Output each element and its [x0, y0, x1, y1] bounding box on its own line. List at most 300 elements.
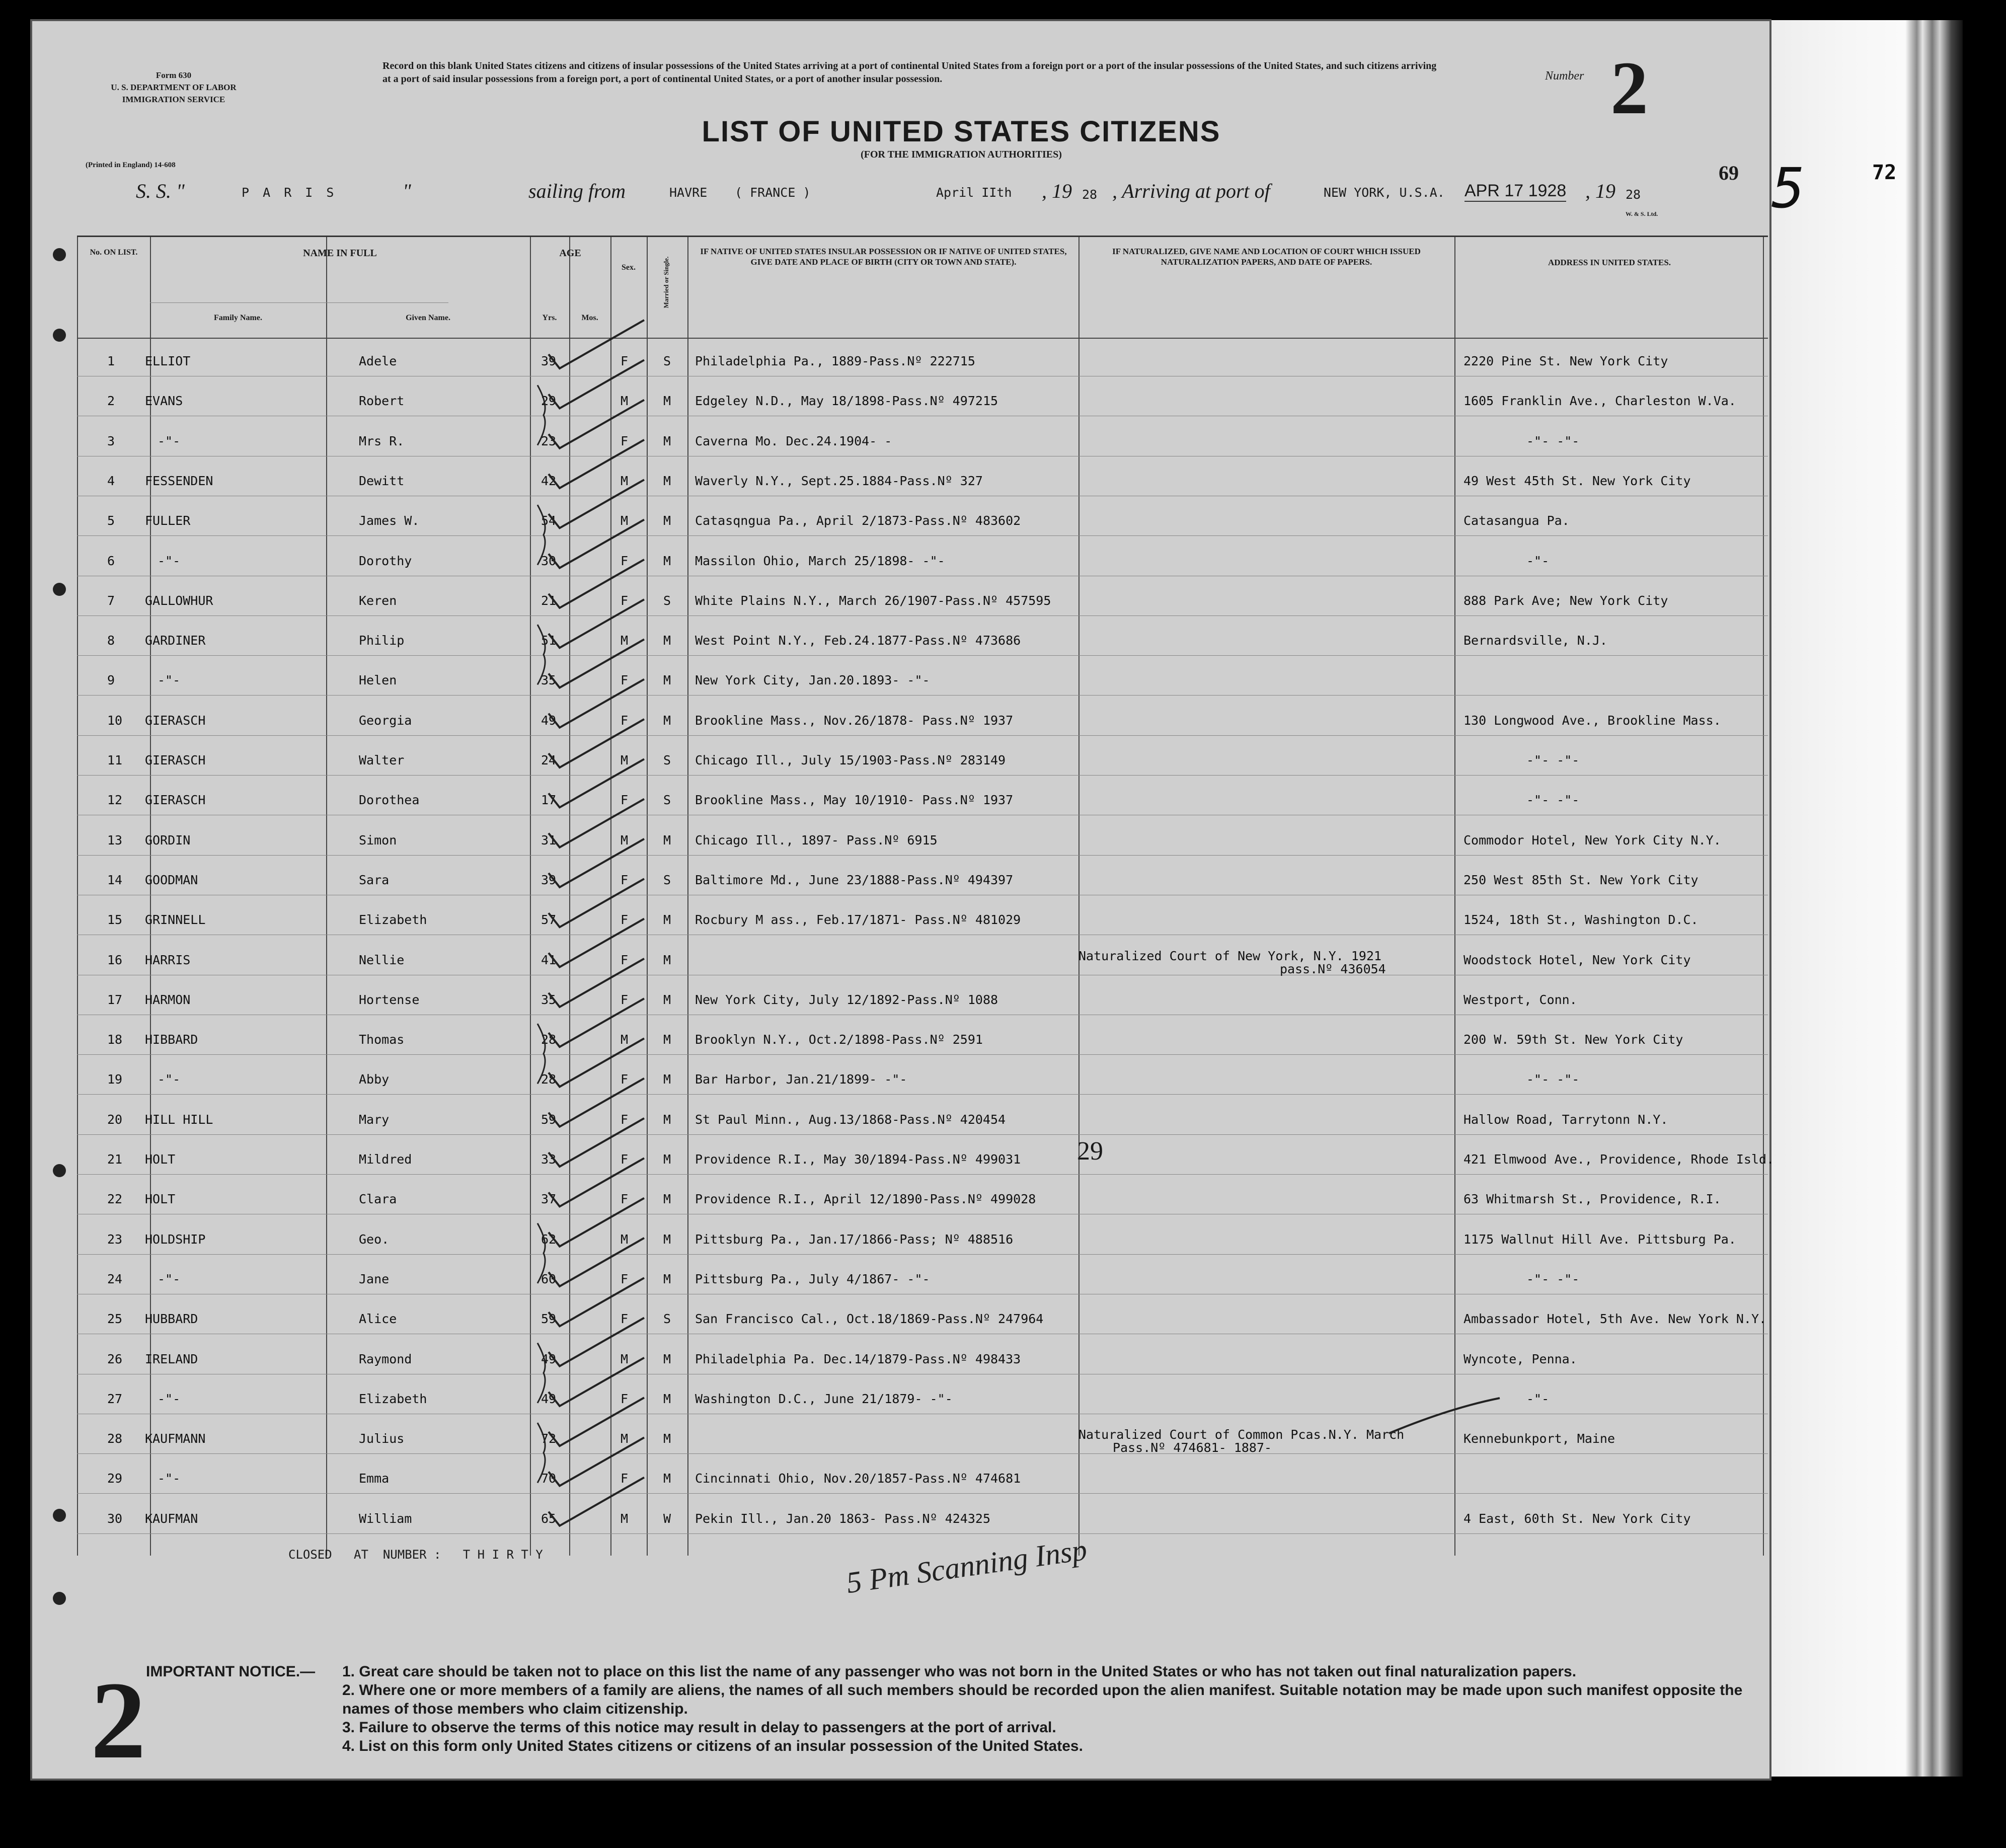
given-name: William [359, 1511, 412, 1526]
given-name: Mary [359, 1112, 390, 1127]
address: Kennebunkport, Maine [1463, 1431, 1615, 1446]
service-name: IMMIGRATION SERVICE [122, 95, 225, 104]
family-name: FULLER [145, 513, 191, 528]
address: 250 West 85th St. New York City [1463, 872, 1699, 887]
sex: M [621, 753, 629, 767]
family-name: HOLDSHIP [145, 1231, 206, 1247]
sailing-from-label: sailing from [528, 180, 626, 202]
sex: M [621, 832, 629, 848]
age-years: 49 [541, 1351, 557, 1366]
address: Ambassador Hotel, 5th Ave. New York N.Y. [1463, 1312, 1767, 1327]
address: 888 Park Ave; New York City [1463, 593, 1668, 608]
marital-status: M [663, 1032, 671, 1047]
ship-prefix: S. S. " [136, 180, 185, 202]
marital-status: M [663, 1112, 671, 1127]
arrival-year: 28 [1626, 187, 1641, 202]
sex: F [621, 713, 629, 728]
row-number: 8 [107, 633, 115, 648]
marital-status: M [663, 513, 671, 528]
row-number: 27 [107, 1391, 123, 1406]
family-name: GALLOWHUR [145, 593, 213, 608]
margin-note: 29 [1077, 1137, 1103, 1166]
row-number: 17 [107, 992, 123, 1007]
header-list-number: No. ON LIST. [90, 248, 138, 257]
sex: M [621, 1511, 629, 1526]
header-age: AGE [559, 248, 581, 259]
sex: M [621, 1351, 629, 1366]
check-mark [549, 320, 644, 368]
family-bracket [537, 1423, 545, 1483]
age-years: 29 [541, 394, 557, 409]
family-name: HARMON [145, 992, 191, 1007]
marital-status: M [663, 394, 671, 409]
given-name: Thomas [359, 1032, 405, 1047]
row-number: 1 [107, 354, 115, 368]
given-name: Clara [359, 1192, 397, 1207]
marital-status: S [663, 1312, 671, 1327]
family-name: GRINNELL [145, 912, 206, 928]
sex: F [621, 354, 629, 368]
ship-name: P A R I S [242, 185, 337, 200]
birth-info: Pittsburg Pa., July 4/1867- -"- [695, 1271, 930, 1286]
age-years: 28 [541, 1072, 557, 1087]
header-address: ADDRESS IN UNITED STATES. [1548, 258, 1671, 267]
age-years: 59 [541, 1112, 557, 1127]
age-years: 30 [541, 553, 557, 568]
given-name: Nellie [359, 952, 405, 967]
given-name: Georgia [359, 713, 412, 728]
row-number: 26 [107, 1351, 123, 1366]
sailing-country: ( FRANCE ) [735, 185, 811, 200]
marital-status: M [663, 832, 671, 848]
row-number: 28 [107, 1431, 123, 1446]
punch-hole [53, 1509, 66, 1522]
family-name: -"- [158, 1271, 181, 1286]
family-name: HOLT [145, 1152, 176, 1167]
given-name: Walter [359, 753, 405, 767]
address: 63 Whitmarsh St., Providence, R.I. [1463, 1192, 1721, 1207]
family-name: FESSENDEN [145, 473, 213, 488]
row-number: 30 [107, 1511, 123, 1526]
address: 1524, 18th St., Washington D.C. [1463, 912, 1699, 928]
birth-info: Pittsburg Pa., Jan.17/1866-Pass; Nº 488516 [695, 1231, 1014, 1247]
department-name: U. S. DEPARTMENT OF LABOR [111, 83, 237, 92]
family-name: HUBBARD [145, 1312, 198, 1327]
row-number: 5 [107, 513, 115, 528]
naturalization-info: Naturalized Court of New York, N.Y. 1921 [1078, 948, 1382, 963]
given-name: Elizabeth [359, 912, 427, 928]
row-number: 20 [107, 1112, 123, 1127]
year-prefix: , 19 [1042, 180, 1072, 202]
important-notice [146, 1662, 1756, 1755]
birth-info: Washington D.C., June 21/1879- -"- [695, 1391, 953, 1406]
header-months: Mos. [581, 314, 598, 322]
age-years: 41 [541, 952, 557, 967]
sex: M [621, 513, 629, 528]
given-name: Dorothy [359, 553, 412, 568]
sex: F [621, 872, 629, 887]
given-name: Helen [359, 673, 397, 688]
row-number: 21 [107, 1152, 123, 1167]
marital-status: S [663, 872, 671, 887]
address: Hallow Road, Tarrytonn N.Y. [1463, 1112, 1668, 1127]
check-marks [30, 19, 1771, 1781]
address: -"- -"- [1526, 433, 1580, 448]
age-years: 49 [541, 713, 557, 728]
sex: F [621, 952, 629, 967]
given-name: Abby [359, 1072, 390, 1087]
marital-status: M [663, 713, 671, 728]
sex: F [621, 1152, 629, 1167]
given-name: Jane [359, 1271, 390, 1286]
age-years: 35 [541, 673, 557, 688]
given-name: Adele [359, 354, 397, 368]
header-sex: Sex. [622, 263, 636, 272]
manifest-page [30, 19, 1774, 1782]
family-bracket [537, 1223, 545, 1283]
marital-status: M [663, 673, 671, 688]
closed-at-number: CLOSED AT NUMBER : T H I R T Y [288, 1548, 543, 1562]
row-number: 12 [107, 793, 123, 808]
address: -"- [1526, 553, 1550, 568]
birth-info: Brookline Mass., Nov.26/1878- Pass.Nº 1937 [695, 713, 1014, 728]
row-number: 19 [107, 1072, 123, 1087]
naturalization-info: Naturalized Court of Common Pcas.N.Y. March [1078, 1427, 1405, 1442]
address: -"- [1526, 1391, 1550, 1406]
age-years: 31 [541, 832, 557, 848]
header-married-single: Married or Single. [662, 256, 670, 309]
age-years: 49 [541, 1391, 557, 1406]
age-years: 60 [541, 1271, 557, 1286]
family-name: HOLT [145, 1192, 176, 1207]
instructions-text: Record on this blank United States citizens and citizens of insular possessions of the United States arriving at a port of continental United States from a foreign port or a port of the insular possessions of the United States, and such citizens arriving at a port of said insular possessions from a foreign port, a port of continental United States, or a port of another insular possession. [382, 60, 1437, 85]
row-number: 22 [107, 1192, 123, 1207]
address: -"- -"- [1526, 753, 1580, 767]
notice-item-1: 1. Great care should be taken not to place on this list the name of any passenger who was not born in the United States or who has not taken out final naturalization papers. [342, 1663, 1577, 1680]
marital-status: M [663, 1152, 671, 1167]
birth-info: Chicago Ill., July 15/1903-Pass.Nº 283149 [695, 753, 1006, 767]
marital-status: M [663, 1271, 671, 1286]
marital-status: S [663, 593, 671, 608]
family-name: GIERASCH [145, 753, 206, 767]
sex: M [621, 1231, 629, 1247]
given-name: Robert [359, 394, 405, 409]
handwritten-mark: 5 [1771, 156, 1805, 220]
given-name: Dorothea [359, 793, 420, 808]
sailing-port: HAVRE [669, 185, 708, 200]
row-number: 11 [107, 753, 123, 767]
header-birth: IF NATIVE OF UNITED STATES INSULAR POSSESSION OR IF NATIVE OF UNITED STATES, GIVE DATE AND PLACE OF BIRTH (CITY OR TOWN AND STATE). [700, 247, 1067, 267]
notice-label: IMPORTANT NOTICE.— [146, 1663, 316, 1680]
marital-status: W [663, 1511, 671, 1526]
family-name: HARRIS [145, 952, 191, 967]
family-name: GIERASCH [145, 713, 206, 728]
family-name: ELLIOT [145, 354, 191, 368]
sex: F [621, 433, 629, 448]
family-bracket [537, 505, 545, 565]
punch-hole [53, 1592, 66, 1605]
list-number-large: 2 [91, 1659, 146, 1782]
family-name: GORDIN [145, 832, 191, 848]
given-name: Hortense [359, 992, 420, 1007]
family-name: -"- [158, 1072, 181, 1087]
sex: F [621, 1471, 629, 1486]
age-years: 72 [541, 1431, 557, 1446]
marital-status: M [663, 433, 671, 448]
birth-info: Philadelphia Pa. Dec.14/1879-Pass.Nº 498433 [695, 1351, 1021, 1366]
sex: F [621, 992, 629, 1007]
page-subtitle: (FOR THE IMMIGRATION AUTHORITIES) [861, 149, 1062, 160]
birth-info: Catasqngua Pa., April 2/1873-Pass.Nº 483602 [695, 513, 1021, 528]
given-name: James W. [359, 513, 420, 528]
given-name: Sara [359, 872, 390, 887]
family-name: HILL HILL [145, 1112, 213, 1127]
row-number: 6 [107, 553, 115, 568]
given-name: Geo. [359, 1231, 390, 1247]
birth-info: San Francisco Cal., Oct.18/1869-Pass.Nº 247964 [695, 1312, 1044, 1327]
marital-status: M [663, 553, 671, 568]
address: 49 West 45th St. New York City [1463, 473, 1691, 488]
birth-info: Cincinnati Ohio, Nov.20/1857-Pass.Nº 474681 [695, 1471, 1021, 1486]
naturalization-pass: Pass.Nº 474681- 1887- [1113, 1440, 1272, 1455]
family-name: GOODMAN [145, 872, 198, 887]
family-name: HIBBARD [145, 1032, 198, 1047]
marital-status: M [663, 1072, 671, 1087]
notice-item-4: 4. List on this form only United States citizens or citizens of an insular possession of the United States. [342, 1738, 1083, 1754]
sex: F [621, 1271, 629, 1286]
list-number: 2 [1610, 46, 1648, 130]
family-bracket [537, 1343, 545, 1403]
row-number: 14 [107, 872, 123, 887]
given-name: Mildred [359, 1152, 412, 1167]
sex: M [621, 473, 629, 488]
number-label: Number [1545, 69, 1584, 83]
age-years: 42 [541, 473, 557, 488]
age-years: 28 [541, 1032, 557, 1047]
age-years: 35 [541, 992, 557, 1007]
family-name: -"- [158, 1391, 181, 1406]
ship-suffix: " [403, 180, 411, 202]
header-years: Yrs. [542, 314, 557, 322]
punch-hole [53, 583, 66, 596]
row-number: 2 [107, 394, 115, 409]
row-number: 13 [107, 832, 123, 848]
sex: F [621, 593, 629, 608]
marital-status: M [663, 633, 671, 648]
birth-info: Rocbury M ass., Feb.17/1871- Pass.Nº 481029 [695, 912, 1021, 928]
page-number: 69 [1719, 162, 1739, 184]
edge-number: 72 [1872, 161, 1897, 184]
birth-info: Caverna Mo. Dec.24.1904- - [695, 433, 892, 448]
marital-status: M [663, 912, 671, 928]
header-family-name: Family Name. [214, 314, 262, 322]
birth-info: Bar Harbor, Jan.21/1899- -"- [695, 1072, 907, 1087]
marital-status: M [663, 1192, 671, 1207]
arrival-port: NEW YORK, U.S.A. [1324, 185, 1445, 200]
age-years: 59 [541, 1312, 557, 1327]
row-number: 16 [107, 952, 123, 967]
sex: F [621, 912, 629, 928]
birth-info: West Point N.Y., Feb.24.1877-Pass.Nº 473686 [695, 633, 1021, 648]
address: 1605 Franklin Ave., Charleston W.Va. [1463, 394, 1736, 409]
birth-info: Chicago Ill., 1897- Pass.Nº 6915 [695, 832, 938, 848]
punch-hole [53, 1164, 66, 1177]
family-name: -"- [158, 553, 181, 568]
age-years: 62 [541, 1231, 557, 1247]
address: -"- -"- [1526, 1271, 1580, 1286]
birth-info: Massilon Ohio, March 25/1898- -"- [695, 553, 945, 568]
given-name: Alice [359, 1312, 397, 1327]
address: 130 Longwood Ave., Brookline Mass. [1463, 713, 1721, 728]
header-given-name: Given Name. [406, 314, 450, 322]
birth-info: Providence R.I., April 12/1890-Pass.Nº 499028 [695, 1192, 1036, 1207]
header-name-in-full: NAME IN FULL [303, 248, 377, 259]
arriving-label: , Arriving at port of [1112, 180, 1270, 202]
sex: F [621, 673, 629, 688]
age-years: 70 [541, 1471, 557, 1486]
sex: M [621, 394, 629, 409]
notice-item-2: 2. Where one or more members of a family are aliens, the names of all such members should be recorded upon the alien manifest. Suitable notation may be made upon such manifest opposite the names of those members who claim citizenship. [342, 1682, 1743, 1717]
given-name: Dewitt [359, 473, 405, 488]
family-bracket [537, 385, 545, 445]
address: 4 East, 60th St. New York City [1463, 1511, 1691, 1526]
row-number: 4 [107, 473, 115, 488]
address: Commodor Hotel, New York City N.Y. [1463, 832, 1721, 848]
punch-hole [53, 248, 66, 261]
marital-status: M [663, 1431, 671, 1446]
family-name: KAUFMAN [145, 1511, 198, 1526]
marital-status: S [663, 793, 671, 808]
given-name: Julius [359, 1431, 405, 1446]
sex: F [621, 1391, 629, 1406]
given-name: Raymond [359, 1351, 412, 1366]
marital-status: M [663, 1471, 671, 1486]
row-number: 9 [107, 673, 115, 688]
row-number: 7 [107, 593, 115, 608]
address: -"- -"- [1526, 1072, 1580, 1087]
birth-info: St Paul Minn., Aug.13/1868-Pass.Nº 420454 [695, 1112, 1006, 1127]
age-years: 54 [541, 513, 557, 528]
book-page-edges [1771, 20, 1963, 1777]
birth-info: New York City, Jan.20.1893- -"- [695, 673, 930, 688]
page-title: LIST OF UNITED STATES CITIZENS [702, 115, 1221, 148]
family-name: -"- [158, 673, 181, 688]
marital-status: M [663, 952, 671, 967]
row-number: 10 [107, 713, 123, 728]
punch-hole [53, 329, 66, 342]
sailing-date: April IIth [936, 185, 1012, 200]
family-name: -"- [158, 433, 181, 448]
age-years: 17 [541, 793, 557, 808]
age-years: 65 [541, 1511, 557, 1526]
row-number: 18 [107, 1032, 123, 1047]
address: Westport, Conn. [1463, 992, 1577, 1007]
age-years: 24 [541, 753, 557, 767]
age-years: 33 [541, 1152, 557, 1167]
printed-in-note: (Printed in England) 14-608 [86, 161, 176, 169]
sex: F [621, 1312, 629, 1327]
naturalization-pass: pass.Nº 436054 [1280, 961, 1386, 976]
address: 2220 Pine St. New York City [1463, 354, 1668, 368]
given-name: Emma [359, 1471, 390, 1486]
address: Woodstock Hotel, New York City [1463, 952, 1691, 967]
age-years: 23 [541, 433, 557, 448]
birth-info: Providence R.I., May 30/1894-Pass.Nº 499031 [695, 1152, 1021, 1167]
age-years: 39 [541, 872, 557, 887]
birth-info: White Plains N.Y., March 26/1907-Pass.Nº 457595 [695, 593, 1051, 608]
family-name: KAUFMANN [145, 1431, 206, 1446]
given-name: Simon [359, 832, 397, 848]
birth-info: Edgeley N.D., May 18/1898-Pass.Nº 497215 [695, 394, 998, 409]
sex: M [621, 633, 629, 648]
address: -"- -"- [1526, 793, 1580, 808]
sex: F [621, 553, 629, 568]
sailing-year: 28 [1082, 187, 1098, 202]
marital-status: M [663, 1351, 671, 1366]
birth-info: Waverly N.Y., Sept.25.1884-Pass.Nº 327 [695, 473, 983, 488]
age-years: 51 [541, 633, 557, 648]
marital-status: M [663, 1231, 671, 1247]
sex: F [621, 1072, 629, 1087]
family-name: GARDINER [145, 633, 206, 648]
age-years: 39 [541, 354, 557, 368]
family-name: IRELAND [145, 1351, 198, 1366]
birth-info: Pekin Ill., Jan.20 1863- Pass.Nº 424325 [695, 1511, 990, 1526]
family-name: EVANS [145, 394, 183, 409]
given-name: Mrs R. [359, 433, 405, 448]
sex: M [621, 1431, 629, 1446]
family-bracket [537, 625, 545, 684]
marital-status: M [663, 992, 671, 1007]
age-years: 37 [541, 1192, 557, 1207]
age-years: 57 [541, 912, 557, 928]
notice-item-3: 3. Failure to observe the terms of this notice may result in delay to passengers at the port of arrival. [342, 1719, 1056, 1736]
sex: F [621, 1112, 629, 1127]
marital-status: M [663, 1391, 671, 1406]
address: Bernardsville, N.J. [1463, 633, 1607, 648]
row-number: 23 [107, 1231, 123, 1247]
row-number: 25 [107, 1312, 123, 1327]
marital-status: M [663, 473, 671, 488]
sex: M [621, 1032, 629, 1047]
given-name: Elizabeth [359, 1391, 427, 1406]
given-name: Keren [359, 593, 397, 608]
address: 200 W. 59th St. New York City [1463, 1032, 1683, 1047]
arrival-year-prefix: , 19 [1585, 180, 1615, 202]
marital-status: S [663, 753, 671, 767]
marital-status: S [663, 354, 671, 368]
birth-info: Baltimore Md., June 23/1888-Pass.Nº 494397 [695, 872, 1014, 887]
printer-mark: W. & S. Ltd. [1626, 210, 1658, 217]
birth-info: Philadelphia Pa., 1889-Pass.Nº 222715 [695, 354, 975, 368]
family-name: GIERASCH [145, 793, 206, 808]
address: 421 Elmwood Ave., Providence, Rhode Isld. [1463, 1152, 1774, 1167]
arrival-date-stamp: APR 17 1928 [1464, 181, 1566, 202]
address: Catasangua Pa. [1463, 513, 1570, 528]
address: 1175 Wallnut Hill Ave. Pittsburg Pa. [1463, 1231, 1736, 1247]
given-name: Philip [359, 633, 405, 648]
row-number: 15 [107, 912, 123, 928]
family-name: -"- [158, 1471, 181, 1486]
header-naturalization: IF NATURALIZED, GIVE NAME AND LOCATION OF COURT WHICH ISSUED NATURALIZATION PAPERS, AND DATE OF PAPERS. [1112, 247, 1421, 267]
sex: F [621, 793, 629, 808]
row-number: 24 [107, 1271, 123, 1286]
row-number: 3 [107, 433, 115, 448]
birth-info: New York City, July 12/1892-Pass.Nº 1088 [695, 992, 998, 1007]
family-bracket [537, 1024, 545, 1084]
row-number: 29 [107, 1471, 123, 1486]
inspector-signature: 5 Pm Scanning Insp [844, 1532, 1089, 1600]
